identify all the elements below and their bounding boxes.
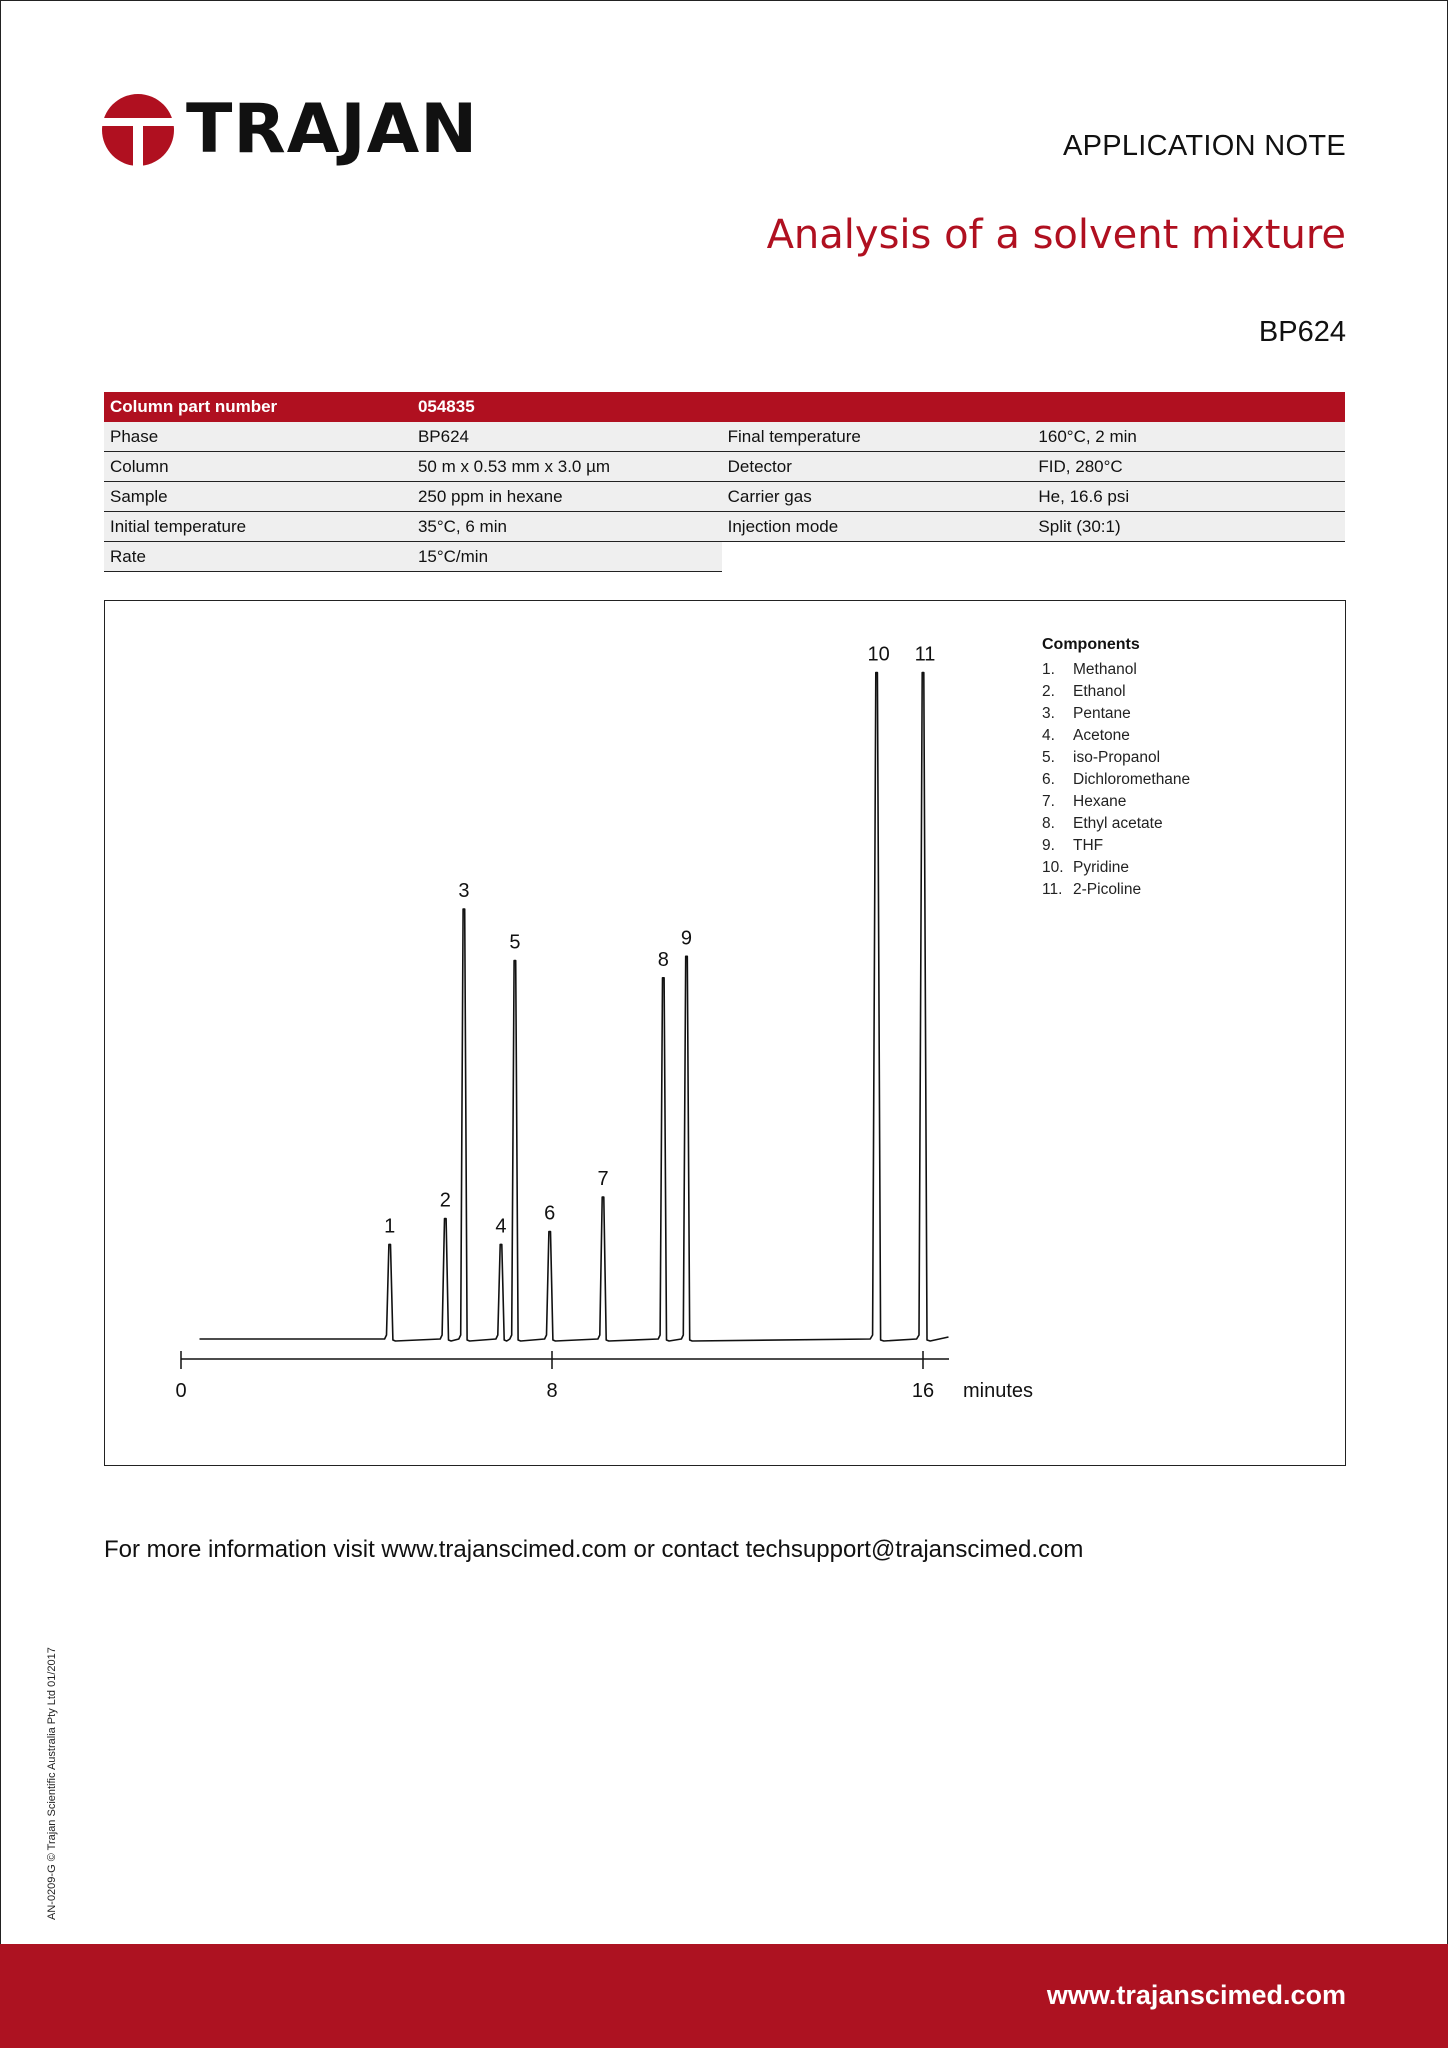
legend-item-name: Acetone [1073,727,1130,744]
x-tick-label: 16 [911,1380,935,1402]
peak-label: 7 [597,1168,609,1191]
spec-value: Split (30:1) [1032,512,1345,542]
legend-item-number: 3. [1042,705,1055,722]
legend-item-number: 1. [1042,661,1055,678]
legend-item-number: 6. [1042,771,1055,788]
peak-label: 10 [867,643,890,666]
spec-empty-cell [1032,542,1345,572]
peak-label: 3 [458,880,470,902]
spec-label: Rate [104,542,412,572]
x-tick-label: 8 [546,1380,558,1402]
x-tick-label: 0 [175,1380,187,1402]
specs-table [104,392,1345,572]
trajan-logo[interactable] [102,88,478,172]
specs-row [104,512,1345,542]
spec-value: FID, 280°C [1032,452,1345,482]
page-title: Analysis of a solvent mixture [766,212,1346,258]
peak-label: 6 [544,1202,556,1225]
legend-item-number: 5. [1042,749,1055,766]
spec-empty-cell [722,542,1033,572]
peak-label: 4 [495,1215,507,1238]
spec-value: He, 16.6 psi [1032,482,1345,512]
legend-title: Components [1042,636,1140,653]
legend-item-name: THF [1073,837,1104,854]
spec-label: Initial temperature [104,512,412,542]
spec-label: Column [104,452,412,482]
legend-item-name: 2-Picoline [1073,881,1142,898]
spec-label: Phase [104,422,412,452]
specs-header-row [104,392,1345,422]
legend-item-name: Pyridine [1073,859,1129,876]
legend-item-number: 4. [1042,727,1055,744]
x-axis-label: minutes [963,1380,1034,1402]
specs-row [104,482,1345,512]
spec-value: BP624 [412,422,722,452]
spec-label: Final temperature [722,422,1033,452]
legend-item-number: 11. [1042,881,1063,898]
peak-label: 1 [384,1215,396,1238]
contact-info: For more information visit www.trajanscimed.com or contact techsupport@trajanscimed.com [104,1536,1084,1563]
legend-item-name: Pentane [1073,705,1131,722]
legend-item-name: Ethyl acetate [1073,815,1163,832]
peak-label: 9 [680,927,693,950]
spec-label: Detector [722,452,1033,482]
legend-item-number: 2. [1042,683,1055,700]
peak-label: 11 [914,643,936,666]
document-code: AN-0209-G © Trajan Scientific Australia Pty Ltd 01/2017 [46,1647,58,1920]
chromatogram-chart [105,601,1345,1465]
legend-item-name: Ethanol [1073,683,1126,700]
legend-item-name: Dichloromethane [1073,771,1191,788]
spec-value: 15°C/min [412,542,722,572]
spec-value: 50 m x 0.53 mm x 3.0 µm [412,452,722,482]
page-subtitle: BP624 [1258,316,1346,348]
document-type: APPLICATION NOTE [1062,130,1346,162]
legend-item-number: 8. [1042,815,1055,832]
legend-item-name: Hexane [1073,793,1127,810]
specs-row [104,452,1345,482]
footer-bar [0,1944,1448,2048]
spec-value: 160°C, 2 min [1032,422,1345,452]
footer-url-link[interactable]: www.trajanscimed.com [1046,1980,1346,2010]
spec-label: Sample [104,482,412,512]
logo-wordmark: TRAJAN [186,90,479,169]
legend-item-number: 10. [1042,859,1064,876]
chromatogram-trace [200,673,949,1342]
spec-value: 35°C, 6 min [412,512,722,542]
trajan-t-disc-icon [102,94,174,166]
peak-label: 5 [509,931,521,954]
specs-header-value: 054835 [412,392,1345,422]
specs-row [104,422,1345,452]
spec-label: Injection mode [722,512,1033,542]
specs-row [104,542,1345,572]
spec-label: Carrier gas [722,482,1033,512]
chromatogram-panel [104,600,1346,1466]
peak-label: 2 [439,1189,451,1212]
legend-item-name: iso-Propanol [1073,749,1161,766]
spec-value: 250 ppm in hexane [412,482,722,512]
peak-label: 8 [657,948,669,971]
legend-item-number: 7. [1042,793,1055,810]
specs-header-label: Column part number [104,392,412,422]
legend-item-name: Methanol [1073,661,1137,678]
legend-item-number: 9. [1042,837,1055,854]
